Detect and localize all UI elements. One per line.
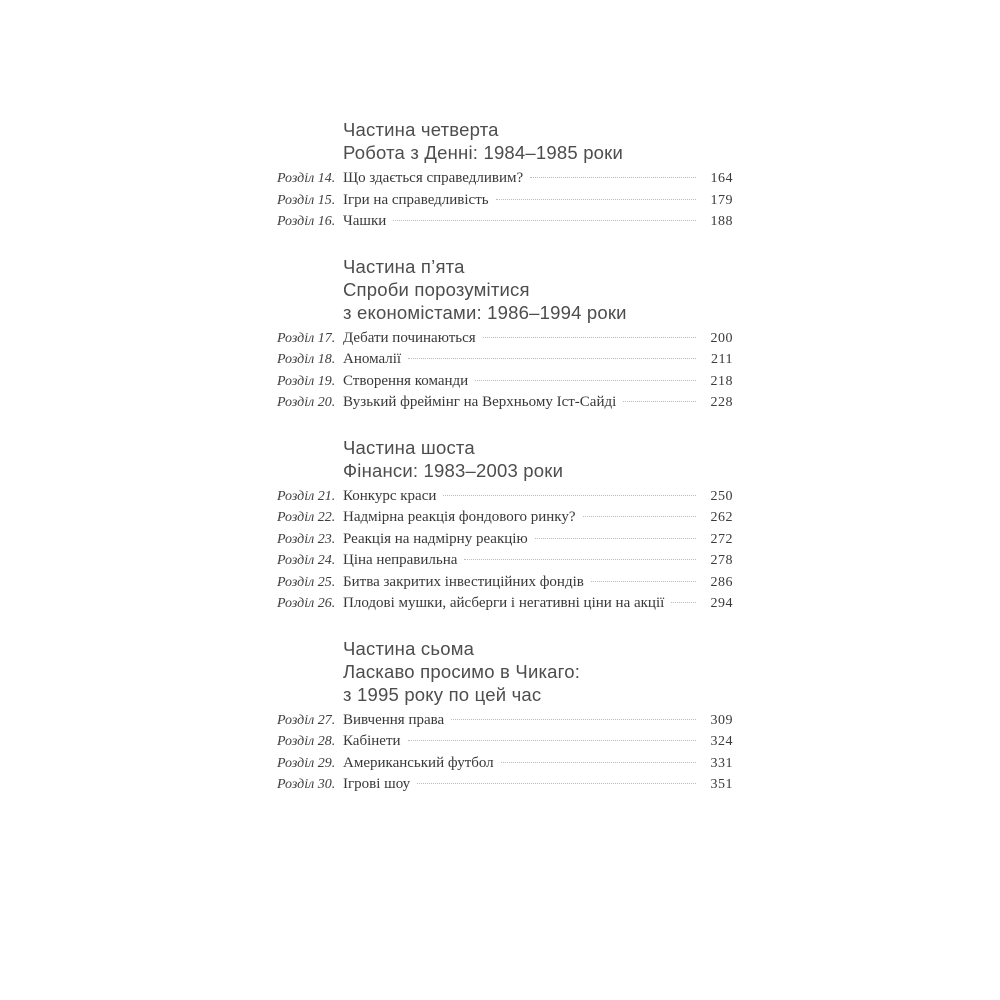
page-number: 200 bbox=[710, 330, 733, 346]
toc-entry bbox=[277, 550, 733, 572]
part-heading-line: з економістами: 1986–1994 роки bbox=[343, 301, 627, 323]
page-number: 324 bbox=[710, 734, 733, 749]
chapter-title: Створення команди bbox=[343, 372, 469, 389]
dotted-leader bbox=[408, 358, 696, 359]
toc-entry bbox=[277, 753, 733, 775]
page-number: 286 bbox=[710, 574, 733, 590]
chapter-label: Розділ 15. bbox=[277, 192, 336, 208]
toc-entry bbox=[277, 371, 733, 393]
page-number: 351 bbox=[710, 777, 733, 792]
chapter-title: Битва закритих інвестиційних фондів bbox=[343, 573, 584, 590]
toc-entry bbox=[277, 190, 733, 212]
page-number: 331 bbox=[710, 755, 733, 771]
page-number: 228 bbox=[710, 395, 733, 410]
dotted-leader bbox=[417, 783, 696, 784]
table-of-contents bbox=[277, 118, 733, 796]
chapter-label: Розділ 29. bbox=[277, 755, 336, 771]
part-heading-line: Робота з Денні: 1984–1985 роки bbox=[343, 142, 623, 163]
chapter-label: Розділ 19. bbox=[277, 373, 336, 389]
part-heading-line: Частина сьома bbox=[343, 637, 475, 659]
chapter-title: Надмірна реакція фондового ринку? bbox=[343, 509, 576, 525]
dotted-leader bbox=[451, 719, 696, 720]
dotted-leader bbox=[501, 762, 696, 763]
toc-entry bbox=[277, 486, 733, 508]
dotted-leader bbox=[393, 220, 696, 221]
part-heading-line: Спроби порозумітися bbox=[343, 278, 530, 300]
toc-section-part-5 bbox=[277, 255, 733, 414]
dotted-leader bbox=[443, 495, 696, 496]
dotted-leader bbox=[591, 581, 696, 582]
toc-entry bbox=[277, 168, 733, 190]
dotted-leader bbox=[535, 538, 696, 539]
dotted-leader bbox=[475, 380, 696, 381]
page-number: 211 bbox=[711, 352, 733, 367]
dotted-leader bbox=[583, 516, 696, 517]
toc-entry bbox=[277, 349, 733, 371]
toc-entry bbox=[277, 572, 733, 594]
dotted-leader bbox=[483, 337, 696, 338]
chapter-label: Розділ 24. bbox=[277, 553, 336, 568]
part-heading-line: Частина шоста bbox=[343, 436, 475, 458]
page-number: 188 bbox=[710, 214, 733, 229]
chapter-label: Розділ 26. bbox=[277, 596, 336, 611]
dotted-leader bbox=[530, 177, 696, 178]
part-heading bbox=[343, 436, 733, 482]
chapter-label: Розділ 25. bbox=[277, 574, 336, 590]
part-heading bbox=[343, 637, 733, 706]
toc-section-part-6 bbox=[277, 436, 733, 615]
part-heading-line: Фінанси: 1983–2003 роки bbox=[343, 459, 564, 481]
dotted-leader bbox=[408, 740, 696, 741]
toc-entry bbox=[277, 328, 733, 350]
page-number: 272 bbox=[710, 531, 733, 547]
dotted-leader bbox=[623, 401, 696, 402]
toc-entry bbox=[277, 710, 733, 732]
chapter-title: Реакція на надмірну реакцію bbox=[343, 530, 528, 547]
chapter-title: Вузький фреймінг на Верхньому Іст-Сайді bbox=[343, 394, 617, 410]
part-heading-line: з 1995 року по цей час bbox=[343, 683, 542, 705]
chapter-label: Розділ 22. bbox=[277, 510, 336, 525]
page-number: 218 bbox=[710, 373, 733, 389]
chapter-title: Американський футбол bbox=[343, 754, 494, 771]
chapter-label: Розділ 17. bbox=[277, 330, 336, 346]
chapter-title: Вивчення права bbox=[343, 711, 445, 728]
part-heading-line: Частина п’ята bbox=[343, 255, 465, 277]
chapter-label: Розділ 21. bbox=[277, 488, 336, 504]
toc-entry bbox=[277, 774, 733, 796]
dotted-leader bbox=[496, 199, 696, 200]
chapter-label: Розділ 18. bbox=[277, 352, 336, 367]
page-number: 278 bbox=[710, 553, 733, 568]
chapter-label: Розділ 23. bbox=[277, 531, 336, 547]
chapter-title: Кабінети bbox=[343, 733, 401, 749]
chapter-label: Розділ 27. bbox=[277, 712, 336, 728]
toc-entry bbox=[277, 529, 733, 551]
toc-section-part-7 bbox=[277, 637, 733, 796]
dotted-leader bbox=[464, 559, 696, 560]
chapter-label: Розділ 16. bbox=[277, 214, 336, 229]
toc-entry bbox=[277, 392, 733, 414]
page-number: 294 bbox=[710, 596, 733, 611]
page-number: 179 bbox=[710, 192, 733, 208]
page-number: 262 bbox=[710, 510, 733, 525]
toc-entry bbox=[277, 731, 733, 753]
part-heading-line: Частина четверта bbox=[343, 119, 499, 140]
chapter-label: Розділ 30. bbox=[277, 777, 336, 792]
chapter-title: Ігрові шоу bbox=[343, 776, 411, 792]
chapter-title: Ігри на справедливість bbox=[343, 191, 489, 208]
toc-entry bbox=[277, 593, 733, 615]
page-number: 250 bbox=[710, 488, 733, 504]
chapter-title: Ціна неправильна bbox=[343, 552, 458, 568]
chapter-label: Розділ 28. bbox=[277, 734, 336, 749]
chapter-title: Конкурс краси bbox=[343, 487, 437, 504]
chapter-label: Розділ 20. bbox=[277, 395, 336, 410]
chapter-label: Розділ 14. bbox=[277, 171, 336, 186]
dotted-leader bbox=[671, 602, 696, 603]
chapter-title: Дебати починаються bbox=[343, 329, 476, 346]
chapter-title: Аномалії bbox=[343, 351, 402, 367]
chapter-title: Що здається справедливим? bbox=[343, 170, 524, 186]
toc-section-part-4 bbox=[277, 118, 733, 233]
chapter-title: Плодові мушки, айсберги і негативні ціни на акції bbox=[343, 595, 665, 611]
page-number: 309 bbox=[710, 712, 733, 728]
part-heading bbox=[343, 255, 733, 324]
toc-entry bbox=[277, 507, 733, 529]
part-heading bbox=[343, 118, 733, 164]
toc-entry bbox=[277, 211, 733, 233]
page-number: 164 bbox=[710, 171, 733, 186]
chapter-title: Чашки bbox=[343, 213, 387, 229]
part-heading-line: Ласкаво просимо в Чикаго: bbox=[343, 660, 581, 682]
